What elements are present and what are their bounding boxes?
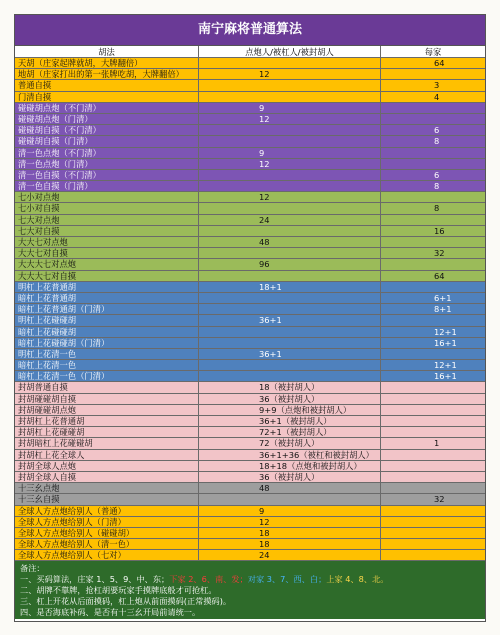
notes-segment: 下家 2、6、南、发； [169, 574, 248, 585]
cell-dianpao: 72+1（被封胡人） [199, 427, 381, 437]
cell-meijia [381, 517, 485, 527]
cell-dianpao: 18（被封胡人） [199, 382, 381, 392]
table-row [15, 483, 485, 494]
cell-dianpao: 18 [199, 528, 381, 538]
cell-dianpao: 48 [199, 483, 381, 493]
header-meijia: 每家 [424, 47, 442, 57]
cell-dianpao [199, 360, 381, 370]
cell-hufa: 七大对点炮 [15, 215, 199, 225]
table-row [15, 125, 485, 136]
cell-dianpao [199, 293, 381, 303]
table-row [15, 192, 485, 203]
cell-dianpao: 18+1 [199, 282, 381, 292]
cell-hufa: 碰碰胡自摸（不门清） [15, 125, 199, 135]
table-row [15, 315, 485, 326]
cell-hufa: 碰碰胡点炮（不门清） [15, 103, 199, 113]
table-row [15, 338, 485, 349]
cell-meijia [381, 472, 485, 482]
table-row [15, 181, 485, 192]
notes-line-4: 四、是否海底补码、是否有十三幺开局前请统一。 [20, 607, 201, 618]
cell-dianpao [199, 327, 381, 337]
table-row [15, 170, 485, 181]
table-row [15, 226, 485, 237]
cell-hufa: 全球人方点炮给别人（门清） [15, 517, 199, 527]
cell-dianpao: 96 [199, 259, 381, 269]
cell-meijia: 32 [434, 248, 445, 259]
cell-meijia [381, 349, 485, 359]
cell-dianpao [199, 304, 381, 314]
cell-dianpao [199, 92, 381, 102]
cell-meijia [381, 215, 485, 225]
cell-dianpao: 9 [199, 148, 381, 158]
cell-hufa: 十三幺自摸 [15, 494, 199, 504]
cell-hufa: 明杠上花普通胡 [15, 282, 199, 292]
cell-meijia [381, 237, 485, 247]
cell-dianpao [199, 203, 381, 213]
cell-dianpao: 12 [199, 114, 381, 124]
cell-dianpao: 9 [199, 103, 381, 113]
cell-dianpao: 36+1 [199, 349, 381, 359]
cell-meijia: 12+1 [434, 326, 457, 337]
cell-meijia: 64 [434, 270, 445, 281]
cell-dianpao: 36+1（被封胡人） [199, 416, 381, 426]
cell-hufa: 大大七对点炮 [15, 237, 199, 247]
cell-hufa: 封胡全球人点炮 [15, 461, 199, 471]
cell-dianpao [199, 494, 381, 504]
cell-hufa: 暗杠上花清一色（门清） [15, 371, 199, 381]
cell-dianpao: 36（被封胡人） [199, 472, 381, 482]
cell-hufa: 清一色自摸（门清） [15, 181, 199, 191]
notes-line-2: 二、胡牌不靠牌，抢杠胡要玩家手摸牌底般才可抢杠。 [20, 585, 217, 596]
table-row [15, 550, 485, 561]
table-row [15, 215, 485, 226]
table-row [15, 203, 485, 214]
cell-meijia [381, 427, 485, 437]
table-row [15, 371, 485, 382]
cell-hufa: 大大大七对点炮 [15, 259, 199, 269]
cell-meijia: 16+1 [434, 337, 457, 348]
cell-hufa: 清一色自摸（不门清） [15, 170, 199, 180]
cell-meijia: 32 [434, 494, 445, 505]
cell-dianpao [199, 248, 381, 258]
table-row [15, 327, 485, 338]
cell-hufa: 天胡（庄家起牌就胡，大牌翻倍） [15, 58, 199, 68]
table-body [15, 58, 485, 561]
cell-meijia: 8 [434, 181, 440, 192]
table-row [15, 427, 485, 438]
table-row [15, 304, 485, 315]
cell-hufa: 暗杠上花碰碰胡（门清） [15, 338, 199, 348]
cell-hufa: 封胡普通自摸 [15, 382, 199, 392]
cell-dianpao: 18 [199, 539, 381, 549]
notes-label: 备注： [20, 563, 45, 574]
table-row [15, 136, 485, 147]
table-row [15, 494, 485, 505]
cell-dianpao [199, 125, 381, 135]
table-row [15, 58, 485, 69]
notes-segment: 一、买码算法， [20, 574, 78, 585]
table-row [15, 159, 485, 170]
notes-line-1 [20, 574, 481, 585]
cell-hufa: 封胡杠上花全球人 [15, 450, 199, 460]
cell-dianpao: 36+1 [199, 315, 381, 325]
cell-meijia: 1 [434, 438, 440, 449]
cell-hufa: 七小对点炮 [15, 192, 199, 202]
table-row [15, 114, 485, 125]
cell-hufa: 封胡碰碰胡自摸 [15, 394, 199, 404]
cell-meijia [381, 192, 485, 202]
cell-meijia: 16+1 [434, 371, 457, 382]
cell-dianpao: 12 [199, 69, 381, 79]
cell-hufa: 全球人方点炮给别人（碰碰胡） [15, 528, 199, 538]
header-hufa: 胡法 [15, 46, 199, 57]
notes-line-3: 三、杠上开花从后面摸码，杠上炮从前面摸码(正常摸码)。 [20, 596, 232, 607]
cell-dianpao [199, 226, 381, 236]
cell-hufa: 地胡（庄家打出的第一张牌吃胡，大牌翻倍） [15, 69, 199, 79]
cell-hufa: 全球人方点炮给别人（普通） [15, 506, 199, 516]
cell-hufa: 七小对自摸 [15, 203, 199, 213]
table-header [15, 46, 485, 58]
table-row [15, 539, 485, 550]
table-row [15, 528, 485, 539]
cell-meijia [381, 405, 485, 415]
cell-dianpao: 12 [199, 517, 381, 527]
cell-hufa: 明杠上花碰碰胡 [15, 315, 199, 325]
cell-hufa: 清一色点炮（门清） [15, 159, 199, 169]
cell-hufa: 封胡杠上花碰碰胡 [15, 427, 199, 437]
table-row [15, 92, 485, 103]
cell-dianpao: 24 [199, 215, 381, 225]
cell-hufa: 暗杠上花碰碰胡 [15, 327, 199, 337]
table-row [15, 416, 485, 427]
cell-hufa: 七大对自摸 [15, 226, 199, 236]
cell-hufa: 封胡全球人自摸 [15, 472, 199, 482]
cell-meijia [381, 506, 485, 516]
cell-dianpao [199, 181, 381, 191]
cell-meijia [381, 416, 485, 426]
cell-meijia [381, 148, 485, 158]
cell-meijia [381, 159, 485, 169]
table-row [15, 271, 485, 282]
table-row [15, 259, 485, 270]
cell-meijia [381, 69, 485, 79]
cell-hufa: 门清自摸 [15, 92, 199, 102]
sheet-title: 南宁麻将普通算法 [15, 15, 485, 46]
cell-meijia [381, 259, 485, 269]
table-row [15, 438, 485, 449]
table-row [15, 517, 485, 528]
cell-meijia [381, 103, 485, 113]
cell-hufa: 暗杠上花普通胡（门清） [15, 304, 199, 314]
cell-meijia: 8+1 [434, 304, 452, 315]
cell-meijia [381, 539, 485, 549]
table-row [15, 237, 485, 248]
cell-meijia [381, 114, 485, 124]
table-row [15, 282, 485, 293]
table-row [15, 80, 485, 91]
table-row [15, 472, 485, 483]
cell-hufa: 大大七对自摸 [15, 248, 199, 258]
cell-hufa: 封胡杠上花普通胡 [15, 416, 199, 426]
cell-dianpao [199, 271, 381, 281]
table-row [15, 293, 485, 304]
cell-dianpao: 24 [199, 550, 381, 560]
table-row [15, 382, 485, 393]
cell-dianpao: 18+18（点炮和被封胡人） [199, 461, 381, 471]
cell-meijia: 12+1 [434, 360, 457, 371]
table-row [15, 461, 485, 472]
cell-dianpao: 36（被封胡人） [199, 394, 381, 404]
cell-hufa: 明杠上花清一色 [15, 349, 199, 359]
cell-hufa: 十三幺点炮 [15, 483, 199, 493]
cell-meijia: 3 [434, 80, 440, 91]
header-dianpao: 点炮人/被杠人/被封胡人 [199, 46, 381, 57]
cell-dianpao: 9+9（点炮和被封胡人） [199, 405, 381, 415]
cell-dianpao [199, 338, 381, 348]
cell-meijia [381, 315, 485, 325]
notes-segment: 对家 3、7、西、白； [247, 574, 327, 585]
cell-dianpao: 72（被封胡人） [199, 438, 381, 448]
cell-meijia: 6 [434, 169, 440, 180]
cell-hufa: 全球人方点炮给别人（七对） [15, 550, 199, 560]
cell-dianpao: 48 [199, 237, 381, 247]
cell-meijia [381, 461, 485, 471]
cell-hufa: 大大大七对自摸 [15, 271, 199, 281]
cell-dianpao [199, 170, 381, 180]
cell-dianpao [199, 58, 381, 68]
cell-hufa: 封胡碰碰胡点炮 [15, 405, 199, 415]
notes-segment: 上家 4、8、北。 [326, 574, 389, 585]
cell-meijia [381, 282, 485, 292]
cell-meijia [381, 550, 485, 560]
cell-dianpao: 12 [199, 159, 381, 169]
table-row [15, 360, 485, 371]
cell-meijia: 8 [434, 203, 440, 214]
table-row [15, 349, 485, 360]
cell-dianpao: 12 [199, 192, 381, 202]
table-row [15, 103, 485, 114]
table-row [15, 450, 485, 461]
cell-meijia: 8 [434, 136, 440, 147]
cell-meijia: 4 [434, 91, 440, 102]
notes-panel [15, 561, 485, 619]
cell-meijia [381, 528, 485, 538]
cell-dianpao: 9 [199, 506, 381, 516]
cell-hufa: 暗杠上花普通胡 [15, 293, 199, 303]
cell-meijia [381, 394, 485, 404]
cell-dianpao [199, 80, 381, 90]
table-row [15, 148, 485, 159]
cell-dianpao [199, 371, 381, 381]
table-row [15, 69, 485, 80]
table-row [15, 248, 485, 259]
notes-segment: 庄家 1、5、9、中、东； [77, 574, 170, 585]
cell-hufa: 碰碰胡自摸（门清） [15, 136, 199, 146]
cell-meijia: 64 [434, 58, 445, 68]
cell-meijia [381, 483, 485, 493]
cell-dianpao [199, 136, 381, 146]
cell-meijia [381, 450, 485, 460]
cell-hufa: 清一色点炮（不门清） [15, 148, 199, 158]
cell-hufa: 暗杠上花清一色 [15, 360, 199, 370]
cell-dianpao: 36+1+36（被杠和被封胡人） [199, 450, 381, 460]
table-row [15, 394, 485, 405]
table-row [15, 506, 485, 517]
cell-hufa: 全球人方点炮给别人（清一色） [15, 539, 199, 549]
cell-meijia: 6+1 [434, 292, 452, 303]
table-row [15, 405, 485, 416]
rules-sheet [14, 14, 486, 622]
cell-hufa: 碰碰胡点炮（门清） [15, 114, 199, 124]
cell-meijia [381, 382, 485, 392]
cell-meijia: 16 [434, 225, 445, 236]
cell-meijia: 6 [434, 125, 440, 136]
cell-hufa: 封胡暗杠上花碰碰胡 [15, 438, 199, 448]
cell-hufa: 普通自摸 [15, 80, 199, 90]
